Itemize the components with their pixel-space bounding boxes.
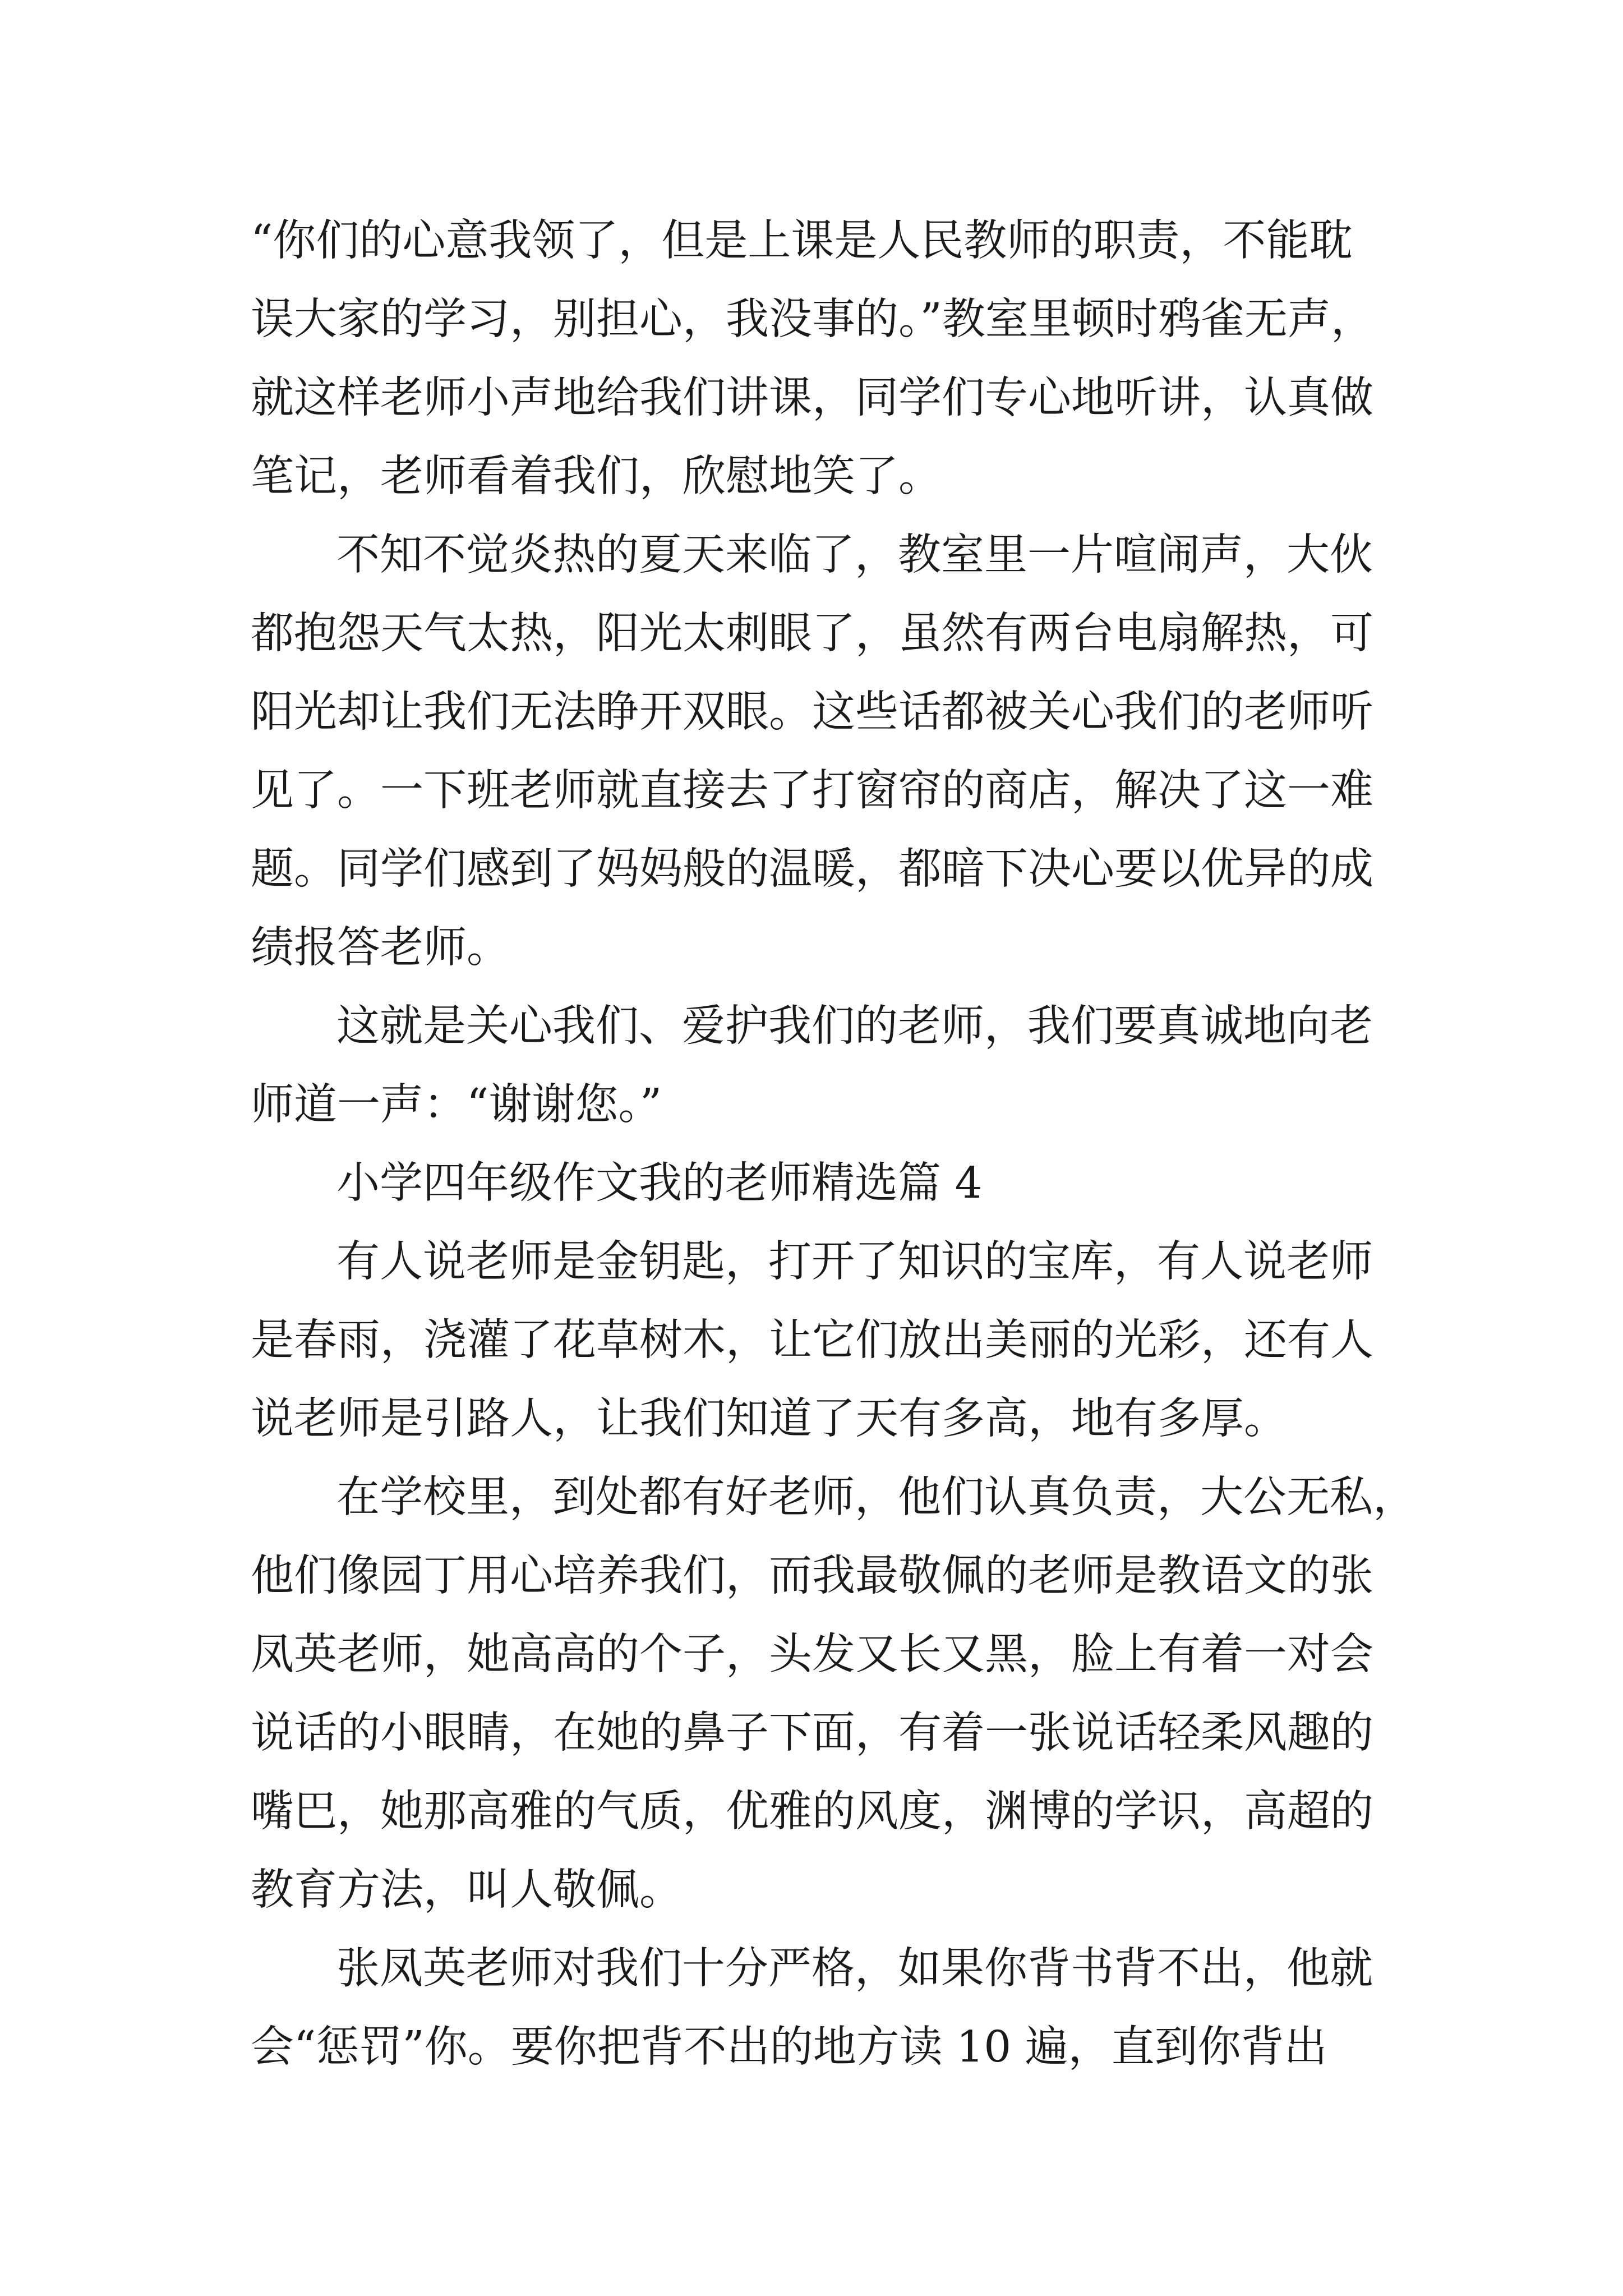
text-line: 见了。一下班老师就直接去了打窗帘的商店，解决了这一难: [251, 766, 1373, 816]
paragraph-start-line: 不知不觉炎热的夏天来临了，教室里一片喧闹声，大伙: [336, 530, 1373, 580]
text-line: 是春雨，浇灌了花草树木，让它们放出美丽的光彩，还有人: [251, 1315, 1373, 1365]
text-line: 绩报答老师。: [251, 923, 510, 973]
text-line: 说话的小眼睛，在她的鼻子下面，有着一张说话轻柔风趣的: [251, 1708, 1373, 1758]
text-line: “你们的心意我领了，但是上课是人民教师的职责，不能耽: [251, 216, 1353, 266]
text-line: 都抱怨天气太热，阳光太刺眼了，虽然有两台电扇解热，可: [251, 609, 1373, 659]
paragraph-start-line: 有人说老师是金钥匙，打开了知识的宝库，有人说老师: [336, 1237, 1373, 1287]
text-line: 就这样老师小声地给我们讲课，同学们专心地听讲，认真做: [251, 373, 1373, 423]
section-heading: 小学四年级作文我的老师精选篇 4: [336, 1158, 983, 1208]
text-line: 会“惩罚”你。要你把背不出的地方读 10 遍，直到你背出: [251, 2022, 1327, 2072]
paragraph-start-line: 张凤英老师对我们十分严格，如果你背书背不出，他就: [336, 1944, 1373, 1994]
paragraph-start-line: 这就是关心我们、爱护我们的老师，我们要真诚地向老: [336, 1001, 1373, 1051]
text-line: 嘴巴，她那高雅的气质，优雅的风度，渊博的学识，高超的: [251, 1787, 1373, 1837]
text-line: 误大家的学习，别担心，我没事的。”教室里顿时鸦雀无声，: [251, 295, 1374, 344]
text-line: 凤英老师，她高高的个子，头发又长又黑，脸上有着一对会: [251, 1630, 1373, 1680]
document-body: [251, 202, 1416, 2087]
text-line: 题。同学们感到了妈妈般的温暖，都暗下决心要以优异的成: [251, 844, 1373, 894]
text-line: 阳光却让我们无法睁开双眼。这些话都被关心我们的老师听: [251, 687, 1373, 737]
text-line: 他们像园丁用心培养我们，而我最敬佩的老师是教语文的张: [251, 1551, 1373, 1601]
text-line: 师道一声：“谢谢您。”: [251, 1080, 662, 1130]
paragraph-start-line: 在学校里，到处都有好老师，他们认真负责，大公无私，: [336, 1473, 1416, 1522]
text-line: 说老师是引路人，让我们知道了天有多高，地有多厚。: [251, 1394, 1287, 1444]
text-line: 教育方法，叫人敬佩。: [251, 1865, 683, 1915]
text-line: 笔记，老师看着我们，欣慰地笑了。: [251, 452, 942, 501]
